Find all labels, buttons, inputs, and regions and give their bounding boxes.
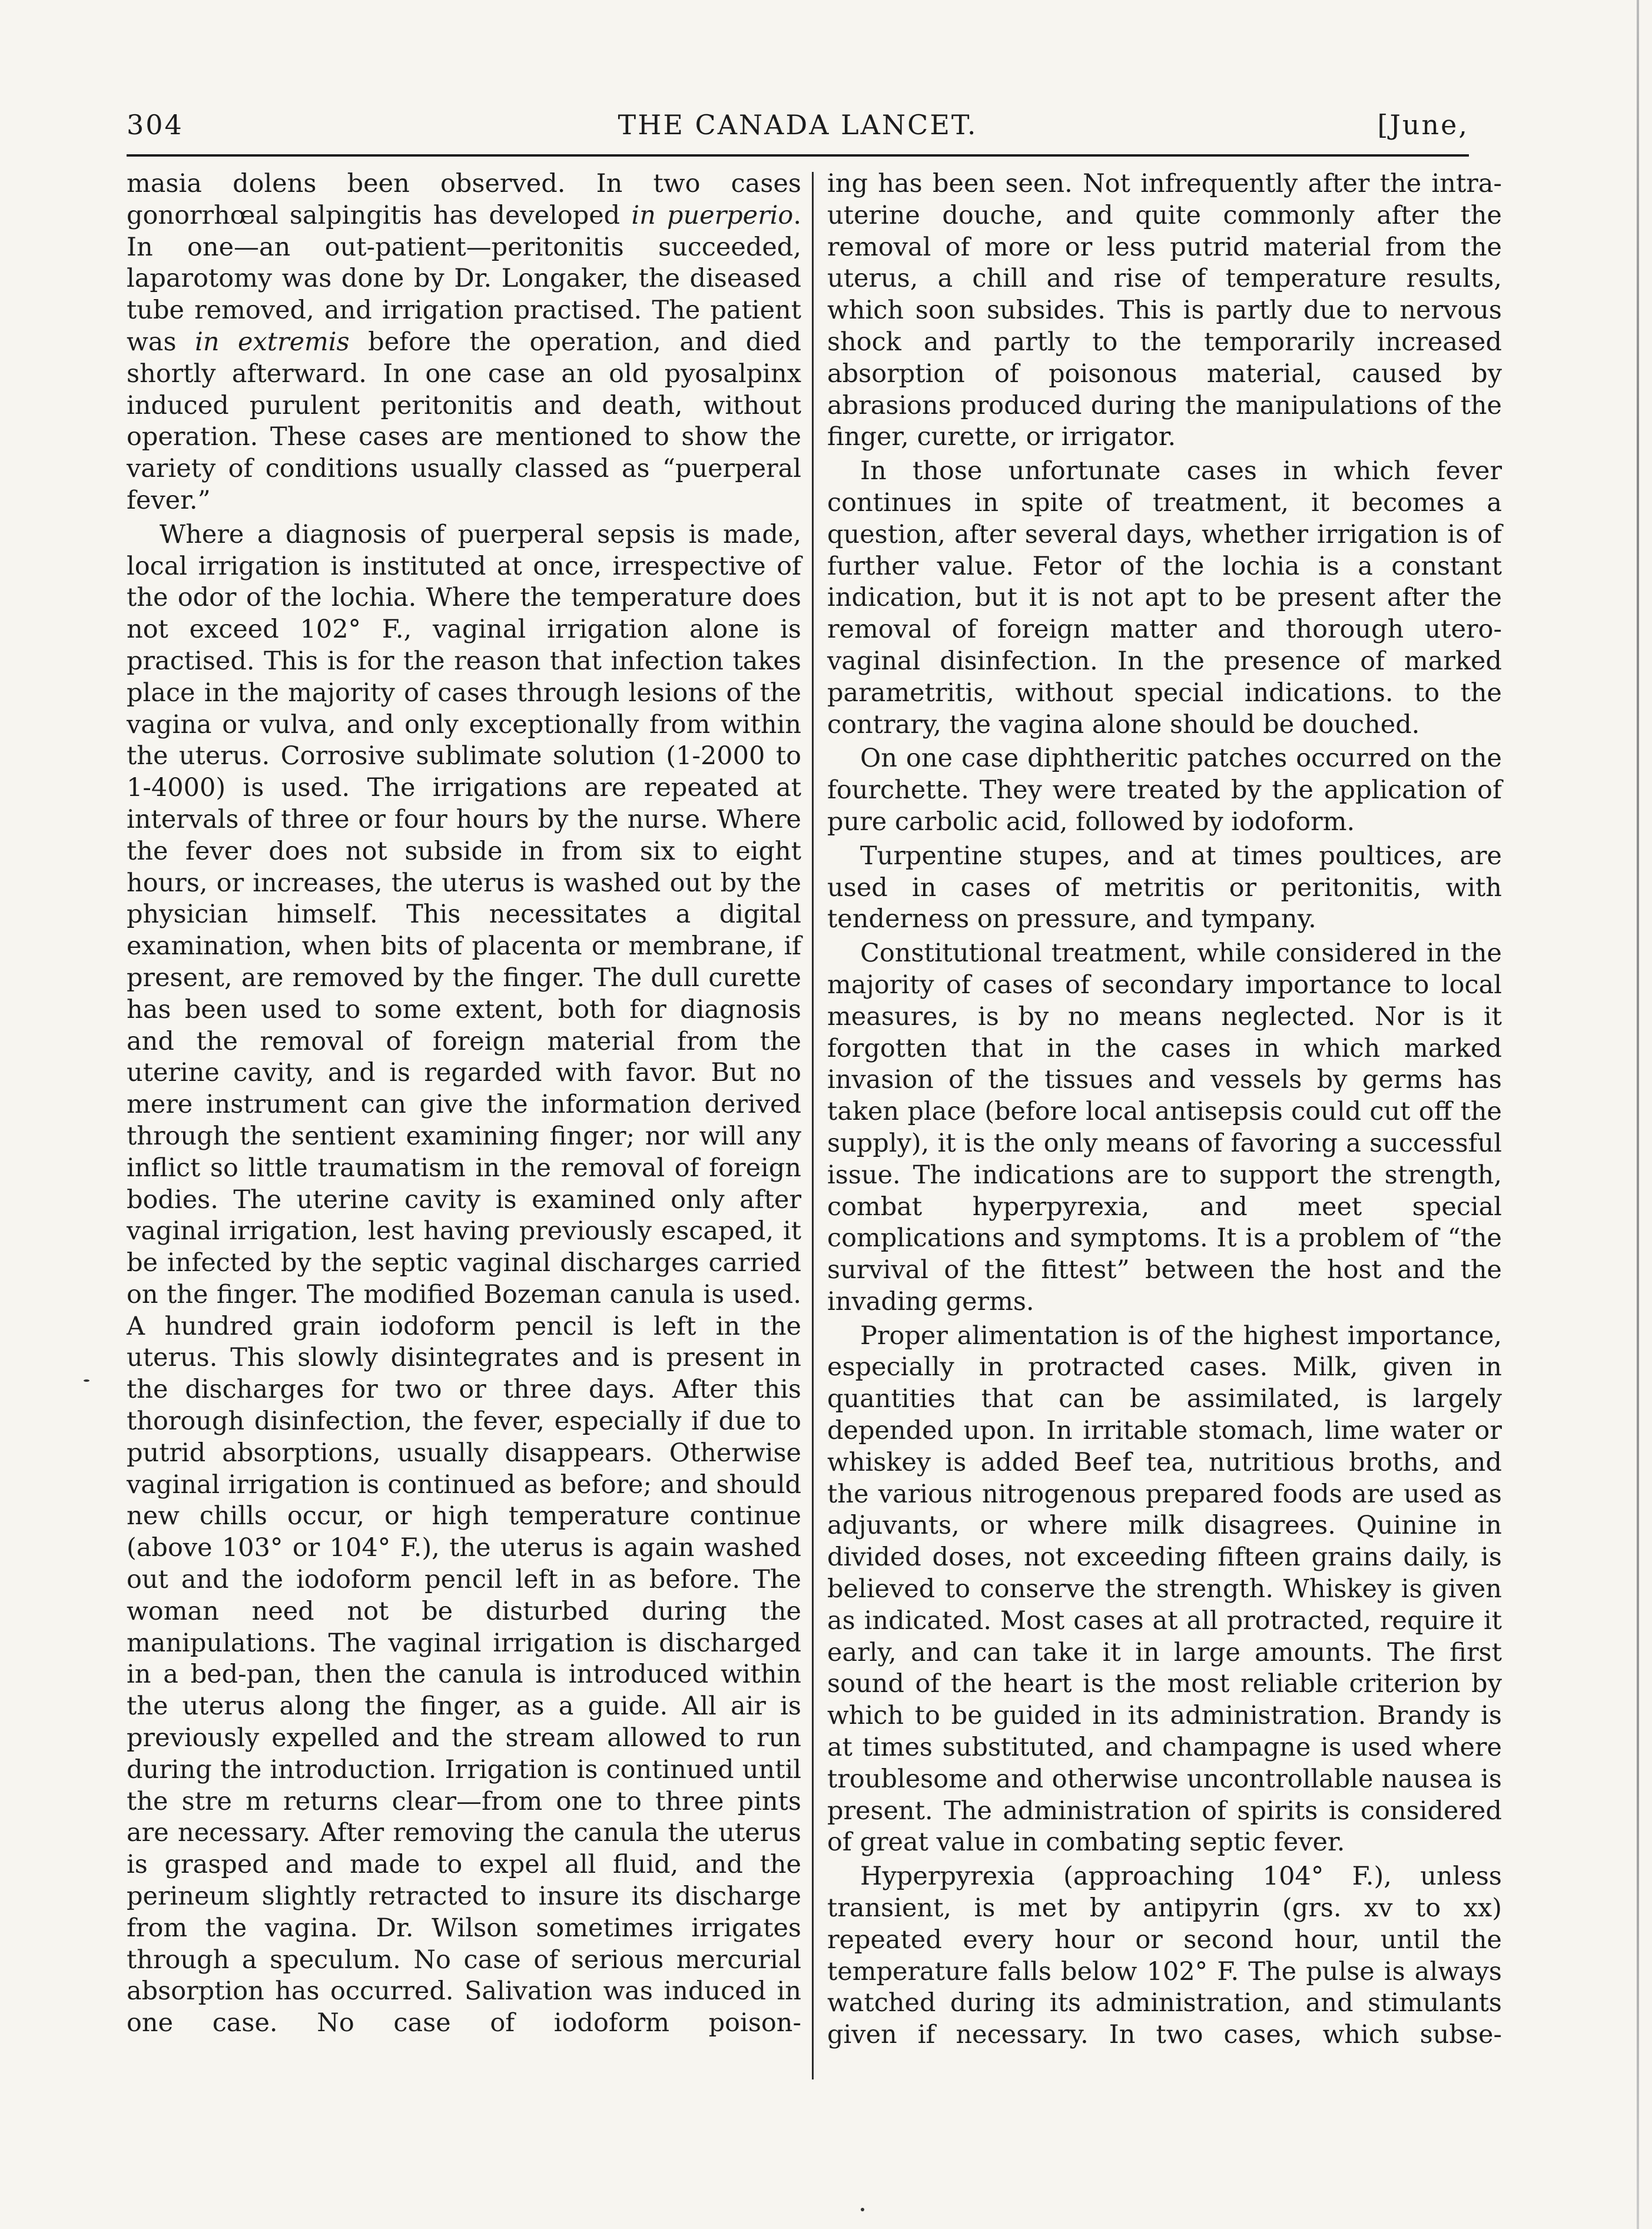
- header-rule: [127, 154, 1469, 157]
- text-run: In those unfortunate cases in which fever continues in spite of treatment, it becomes a question, after several days, whether irrigation is of further value. Fetor of the lochia is a constant indication, but it is not apt to be present after the removal of foreign matter and thorough utero-vaginal disinfection. In the presence of marked parametritis, without special indications. to the contrary, the vagina alone should be douched.: [827, 456, 1502, 739]
- paragraph: [827, 938, 1502, 1318]
- right-column: [827, 168, 1502, 2054]
- margin-ink-mark: [84, 1379, 89, 1382]
- issue-month: [June,: [1377, 109, 1469, 141]
- text-run: Constitutional treatment, while considered in the majority of cases of secondary importance to local measures, is by no means neglected. Nor is it forgotten that in the cases in which marked invasion of the tissues and vessels by germs has taken place (before local antisepsis could cut off the supply), it is the only means of favoring a successful issue. The indications are to support the strength, combat hyperpyrexia, and meet special complications and symptoms. It is a problem of “the survival of the fittest” between the host and the invading germs.: [827, 938, 1502, 1316]
- paragraph: [827, 1321, 1502, 1859]
- text-run: Turpentine stupes, and at times poultices, are used in cases of metritis or peritonitis, with tenderness on pressure, and tympany.: [827, 841, 1502, 934]
- journal-title: THE CANADA LANCET.: [618, 109, 978, 141]
- ink-speck: [861, 2208, 864, 2211]
- paragraph: [827, 168, 1502, 453]
- text-run: . In one—an out-patient—peritonitis succeeded, laparotomy was done by Dr. Longaker, the diseased tube removed, and irrigation practised. The patient was: [127, 200, 801, 357]
- paragraph: [827, 743, 1502, 838]
- text-run: Proper alimentation is of the highest importance, especially in protracted cases. Milk, given in quantities that can be assimilated, is largely depended upon. In irritable stomach, lime water or whiskey is added Beef tea, nutritious broths, and the various nitrogenous prepared foods are used as adjuvants, or where milk disagrees. Quinine in divided doses, not exceeding fifteen grains daily, is believed to conserve the strength. Whiskey is given as indicated. Most cases at all protracted, require it early, and can take it in large amounts. The first sound of the heart is the most reliable criterion by which to be guided in its administration. Brandy is at times substituted, and champagne is used where troublesome and otherwise uncontrollable nausea is present. The administration of spirits is considered of great value in combating septic fever.: [827, 1321, 1502, 1858]
- paragraph: [827, 1861, 1502, 2051]
- text-run: masia dolens been observed. In two cases gonorrhœal salpingitis has developed: [127, 169, 801, 230]
- paragraph: [127, 519, 801, 2039]
- text-run: before the operation, and died shortly afterward. In one case an old pyosalpinx induced purulent peritonitis and death, without operation. These cases are mentioned to show the variety of conditions usually classed as “puerperal fever.”: [127, 327, 801, 515]
- page-number: 304: [127, 109, 184, 141]
- italic-phrase: in extremis: [195, 327, 350, 357]
- text-run: Hyperpyrexia (approaching 104° F.), unless transient, is met by antipyrin (grs. xv to xx) repeated every hour or second hour, until the temperature falls below 102° F. The pulse is always watched during its administration, and stimulants given if necessary. In two cases, which subse-: [827, 1862, 1502, 2050]
- scan-edge-shadow: [1637, 0, 1639, 2229]
- paragraph: [127, 168, 801, 517]
- paragraph: [827, 456, 1502, 741]
- left-column: [127, 168, 801, 2042]
- column-divider: [812, 172, 814, 2079]
- text-run: On one case diphtheritic patches occurred on the fourchette. They were treated by the application of pure carbolic acid, followed by iodoform.: [827, 744, 1502, 837]
- text-run: Where a diagnosis of puerperal sepsis is made, local irrigation is instituted at once, irrespective of the odor of the lochia. Where the temperature does not exceed 102° F., vaginal irrigation alone is practised. This is for the reason that infection takes place in the majority of cases through lesions of the vagina or vulva, and only exceptionally from within the uterus. Corrosive sublimate solution (1-2000 to 1-4000) is used. The irrigations are repeated at intervals of three or four hours by the nurse. Where the fever does not subside in from six to eight hours, or increases, the uterus is washed out by the physician himself. This necessitates a digital examination, when bits of placenta or membrane, if present, are removed by the finger. The dull curette has been used to some extent, both for diagnosis and the removal of foreign material from the uterine cavity, and is regarded with favor. But no mere instrument can give the information derived through the sentient examining finger; nor will any inflict so little traumatism in the removal of foreign bodies. The uterine cavity is examined only after vaginal irrigation, lest having previously escaped, it be infected by the septic vaginal discharges carried on the finger. The modified Bozeman canula is used. A hundred grain iodoform pencil is left in the uterus. This slowly disintegrates and is present in the discharges for two or three days. After this thorough disinfection, the fever, especially if due to putrid absorptions, usually disappears. Otherwise vaginal irrigation is continued as before; and should new chills occur, or high temperature continue (above 103° or 104° F.), the uterus is again washed out and the iodoform pencil left in as before. The woman need not be disturbed during the manipulations. The vaginal irrigation is discharged in a bed-pan, then the canula is introduced within the uterus along the finger, as a guide. All air is previously expelled and the stream allowed to run during the introduction. Irrigation is continued until the stre m returns clear—from one to three pints are necessary. After removing the canula the uterus is grasped and made to expel all fluid, and the perineum slightly retracted to insure its discharge from the vagina. Dr. Wilson sometimes irrigates through a speculum. No case of serious mercurial absorption has occurred. Salivation was induced in one case. No case of iodoform poison-: [127, 519, 801, 2038]
- paragraph: [827, 841, 1502, 936]
- text-run: ing has been seen. Not infrequently after the intra-uterine douche, and quite commonly after the removal of more or less putrid material from the uterus, a chill and rise of temperature results, which soon subsides. This is partly due to nervous shock and partly to the temporarily increased absorption of poisonous material, caused by abrasions produced during the manipulations of the finger, curette, or irrigator.: [827, 169, 1502, 452]
- italic-phrase: in puerperio: [631, 200, 794, 230]
- running-header: [127, 109, 1469, 150]
